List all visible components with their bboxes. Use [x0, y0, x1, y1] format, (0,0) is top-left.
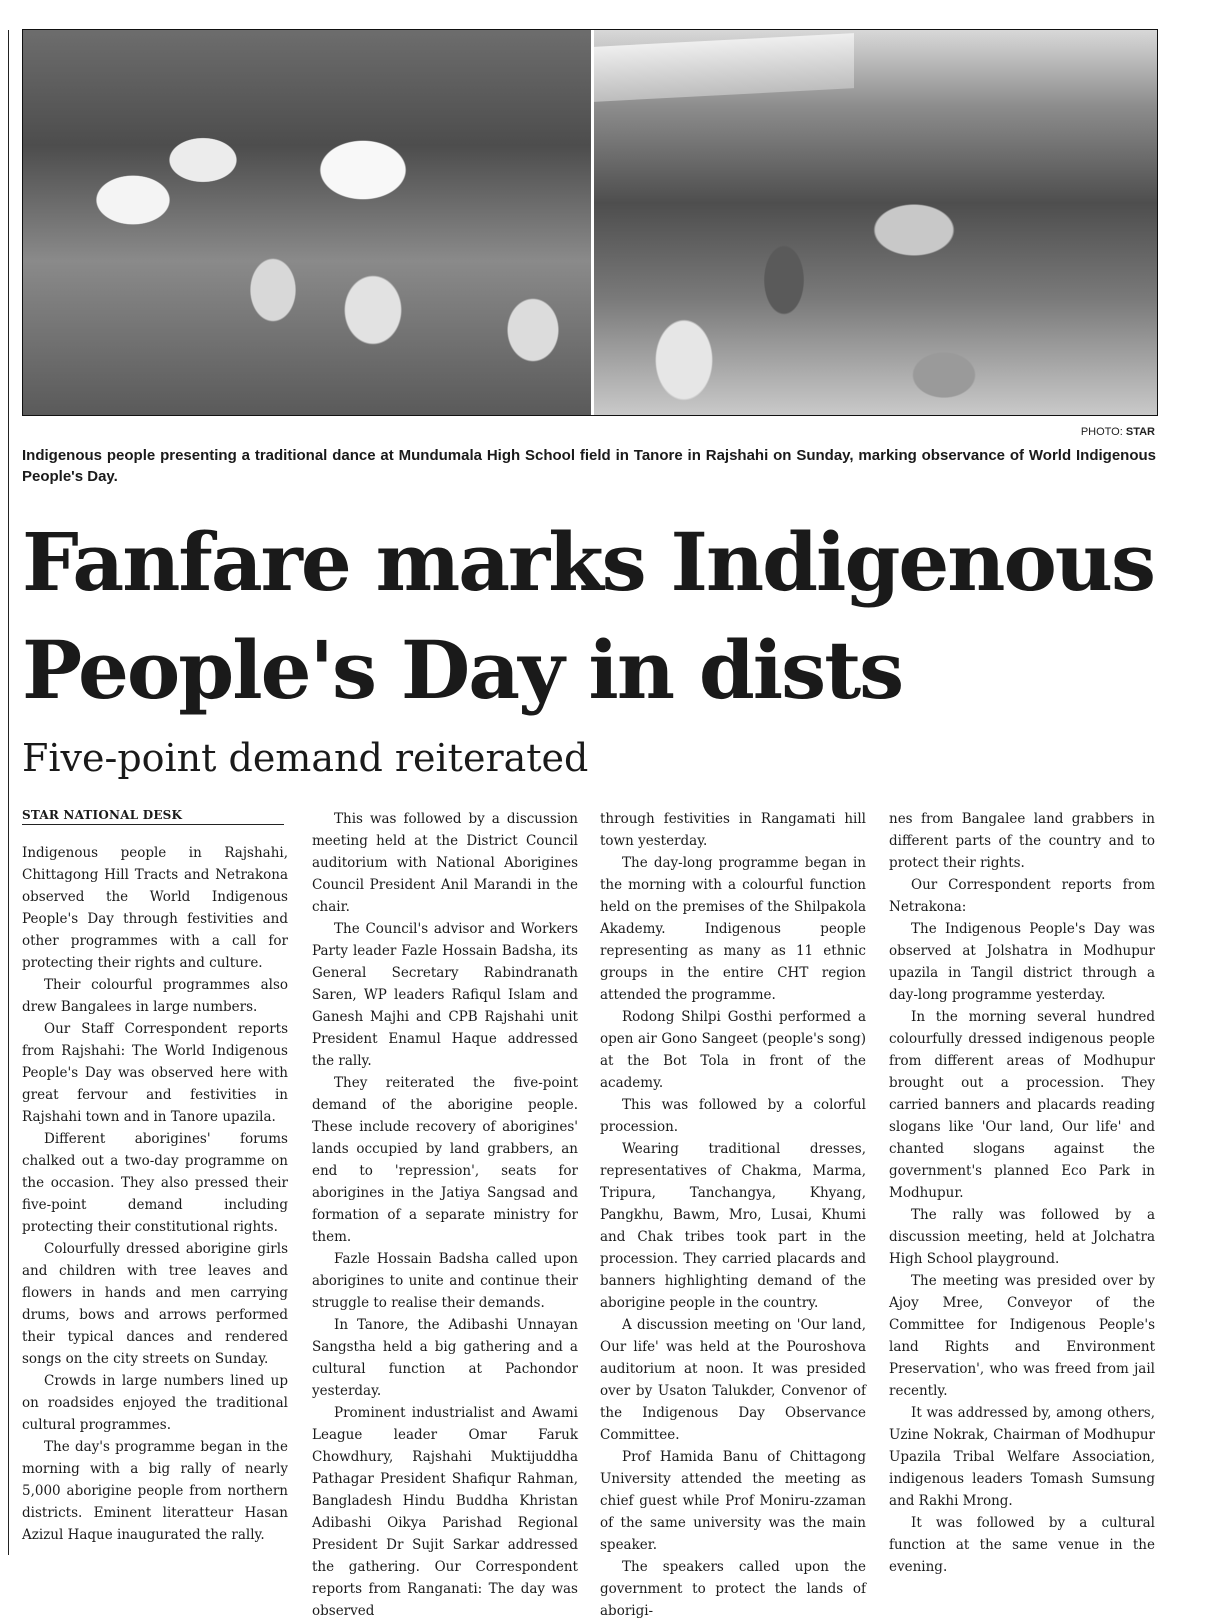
paragraph: It was followed by a cultural function at the same venue in the evening. — [889, 1515, 1155, 1575]
subheadline: Five-point demand reiterated — [22, 736, 589, 780]
article-column-3 — [600, 808, 866, 1622]
paragraph: through festivities in Rangamati hill town yesterday. — [600, 811, 866, 849]
headline: Fanfare marks Indigenous People's Day in dists — [22, 515, 1154, 717]
byline: STAR NATIONAL DESK — [22, 808, 284, 825]
paragraph: The meeting was presided over by Ajoy Mree, Conveyor of the Committee for Indigenous People's land Rights and Environment Preservation', who was freed from jail recently. — [889, 1273, 1155, 1399]
paragraph: Their colourful programmes also drew Bangalees in large numbers. — [22, 977, 288, 1015]
paragraph: Prof Hamida Banu of Chittagong University attended the meeting as chief guest while Prof Moniru-zzaman of the same university was the main speaker. — [600, 1449, 866, 1553]
photo-women-procession — [23, 30, 594, 415]
paragraph: The speakers called upon the government to protect the lands of aborigi- — [600, 1559, 866, 1619]
photo-caption: Indigenous people presenting a traditional dance at Mundumala High School field in Tanore in Rajshahi on Sunday, marking observance of World Indigenous People's Day. — [22, 447, 1156, 485]
paragraph: The Council's advisor and Workers Party leader Fazle Hossain Badsha, its General Secretary Rabindranath Saren, WP leaders Rafiqul Islam and Ganesh Majhi and CPB Rajshahi unit President Enamul Haque addressed the rally. — [312, 921, 578, 1069]
paragraph: A discussion meeting on 'Our land, Our life' was held at the Pouroshova auditorium at noon. It was presided over by Usaton Talukder, Convenor of the Indigenous Day Observance Committee. — [600, 1317, 866, 1443]
column-rule — [8, 30, 9, 1555]
article-column-4 — [889, 808, 1155, 1578]
article-column-1 — [22, 842, 288, 1546]
paragraph: In Tanore, the Adibashi Unnayan Sangstha held a big gathering and a cultural function at Pachondor yesterday. — [312, 1317, 578, 1399]
photo-strip — [22, 29, 1158, 416]
photo-credit — [1081, 426, 1155, 438]
paragraph: Our Correspondent reports from Netrakona: — [889, 877, 1155, 915]
paragraph: Colourfully dressed aborigine girls and children with tree leaves and flowers in hands and men carrying drums, bows and arrows performed their typical dances and rendered songs on the city streets on Sunday. — [22, 1241, 288, 1367]
photo-credit-label: PHOTO: — [1080, 426, 1123, 438]
paragraph: The day's programme began in the morning with a big rally of nearly 5,000 aborigine people from northern districts. Eminent literatteur Hasan Azizul Haque inaugurated the rally. — [22, 1439, 288, 1543]
paragraph: Our Staff Correspondent reports from Rajshahi: The World Indigenous People's Day was observed here with great fervour and festivities in Rajshahi town and in Tanore upazila. — [22, 1021, 288, 1125]
photo-drummers-dance — [594, 30, 1157, 415]
paragraph: The Indigenous People's Day was observed at Jolshatra in Modhupur upazila in Tangil district through a day-long programme yesterday. — [889, 921, 1155, 1003]
paragraph: This was followed by a discussion meeting held at the District Council auditorium with National Aborigines Council President Anil Marandi in the chair. — [312, 811, 578, 915]
paragraph: The day-long programme began in the morning with a colourful function held on the premises of the Shilpakola Akademy. Indigenous people representing as many as 11 ethnic groups in the entire CHT region attended the programme. — [600, 855, 866, 1003]
paragraph: They reiterated the five-point demand of the aborigine people. These include recovery of aborigines' lands occupied by land grabbers, an end to 'repression', seats for aborigines in the Jatiya Sangsad and formation of a separate ministry for them. — [312, 1075, 578, 1245]
paragraph: Indigenous people in Rajshahi, Chittagong Hill Tracts and Netrakona observed the World Indigenous People's Day through festivities and other programmes with a call for protecting their rights and culture. — [22, 845, 288, 971]
paragraph: Crowds in large numbers lined up on roadsides enjoyed the traditional cultural programmes. — [22, 1373, 288, 1433]
paragraph: The rally was followed by a discussion meeting, held at Jolchatra High School playground. — [889, 1207, 1155, 1267]
paragraph: Prominent industrialist and Awami League leader Omar Faruk Chowdhury, Rajshahi Muktijuddha Pathagar President Shafiqur Rahman, Bangladesh Hindu Buddha Khristan Adibashi Oikya Parishad Regional President Dr Sujit Sarkar addressed the gathering. Our Correspondent reports from Ranganati: The day was observed — [312, 1405, 578, 1619]
paragraph: Wearing traditional dresses, representatives of Chakma, Marma, Tripura, Tanchangya, Khyang, Pangkhu, Bawm, Mro, Lusai, Khumi and Chak tribes took part in the procession. They carried placards and banners highlighting demand of the aborigine people in the country. — [600, 1141, 866, 1311]
article-column-2 — [312, 808, 578, 1622]
paragraph: Different aborigines' forums chalked out a two-day programme on the occasion. They also pressed their five-point demand including protecting their constitutional rights. — [22, 1131, 288, 1235]
paragraph: It was addressed by, among others, Uzine Nokrak, Chairman of Modhupur Upazila Tribal Welfare Association, indigenous leaders Tomash Sumsung and Rakhi Mrong. — [889, 1405, 1155, 1509]
photo-credit-source: STAR — [1125, 426, 1155, 438]
paragraph: This was followed by a colorful procession. — [600, 1097, 866, 1135]
paragraph: nes from Bangalee land grabbers in different parts of the country and to protect their rights. — [889, 811, 1155, 871]
paragraph: In the morning several hundred colourfully dressed indigenous people from different areas of Modhupur brought out a procession. They carried banners and placards reading slogans like 'Our land, Our life' and chanted slogans against the government's planned Eco Park in Modhupur. — [889, 1009, 1155, 1201]
paragraph: Rodong Shilpi Gosthi performed a open air Gono Sangeet (people's song) at the Bot Tola in front of the academy. — [600, 1009, 866, 1091]
paragraph: Fazle Hossain Badsha called upon aborigines to unite and continue their struggle to realise their demands. — [312, 1251, 578, 1311]
photo-awning-shape — [594, 33, 854, 102]
